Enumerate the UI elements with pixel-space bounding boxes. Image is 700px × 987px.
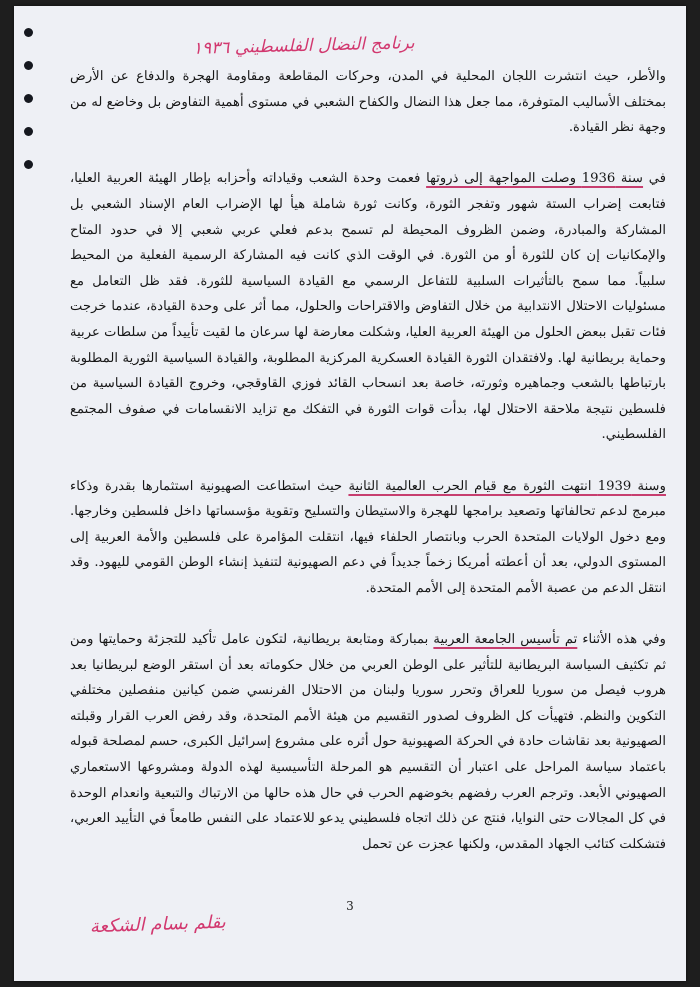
handwritten-signature: بقلم بسام الشكعة [89,911,227,938]
paragraph-2-text: فعمت وحدة الشعب وقياداته وأحزابه بإطار الهيئة العربية العليا، فتابعت إضراب الستة شهور وتفجر الثورة، وكانت ثورة شاملة هيأ لها الإضراب العام الإسناد الشعبي بل المشاركة والمبادرة، وضمن الظروف المحيطة لم تسمح بدعم فعلي عربي شعبي إلا في حدود المتاح والإمكانيات إن كان للثورة أو من الثورة. في الوقت الذي كانت فيه المشاركة الرسمية الفعلية من المحيط سلبياً. مما سمح بالتأثيرات السلبية للتفاعل الرسمي مع القيادة السياسية للثورة. فقد ظل التعامل مع مسئوليات الاحتلال الانتدابية من خلال التفاوض والاقتراحات والحلول، مما أثر على وحدة القيادة، عندما خرجت فئات تقبل ببعض الحلول من الهيئة العربية العليا، وشكلت معارضة لها سرعان ما لقيت تأييداً من سلطات عربية وحماية بريطانية لها. ولافتقدان الثورة القيادة العسكرية المركزية المطلوبة، والقيادة السياسية الثورية المطلوبة بارتباطها بالشعب وجماهيره وثورته، خاصة بعد انسحاب القائد فوزي القاوقجي، وخروج القيادة السياسية من فلسطين نتيجة ملاحقة الاحتلال لها، بدأت قوات الثورة في التفكك مع تزايد الانقسامات في صفوف المجتمع الفلسطيني. [70,171,666,443]
page-number: 3 [346,899,354,913]
punch-hole [24,28,33,37]
paragraph-3 [70,474,666,602]
paragraph-2 [70,166,666,448]
paragraph-4-highlight: تم تأسيس الجامعة العربية [433,632,578,648]
paragraph-2-lead: في [643,171,666,187]
paragraph-1-text: والأطر، حيث انتشرت اللجان المحلية في المدن، وحركات المقاطعة ومقاومة الهجرة والدفاع عن الأرض بمختلف الأساليب المتوفرة، مما جعل هذا النضال والكفاح الشعبي في مستوى أهمية التفاوض بل وخاضع له من وجهة نظر القيادة. [70,69,666,136]
paragraph-2-highlight: سنة 1936 وصلت المواجهة إلى ذروتها [426,171,644,187]
article-body [70,64,666,883]
paragraph-4 [70,627,666,857]
punch-hole [24,61,33,70]
paragraph-1 [70,64,666,141]
punch-hole [24,94,33,103]
handwritten-header-note: برنامج النضال الفلسطيني ١٩٣٦ [192,33,415,59]
paragraph-4-text: بمباركة ومتابعة بريطانية، لتكون عامل تأكيد للتجزئة وحمايتها ومن ثم تكثيف السياسة البريطانية للتأثير على الوطن العربي من خلال حكوماته بعد أن استقر الوضع لبريطانيا بعد هروب فيصل من سوريا للعراق وتحرر سوريا ولبنان من الاحتلال الفرنسي ضمن كيانين منفصلين مختلفي التكوين والنظم. فتهيأت كل الظروف لصدور التقسيم من هيئة الأمم المتحدة، وقد رفض العرب القرار وقبلته الصهيونية بعد نقاشات حادة في الحركة الصهيونية حول أثره على مشروع إسرائيل الكبرى، حسم لمصلحة قبوله باعتماد سياسة المراحل على اعتبار أن التقسيم هو المرحلة التأسيسية لهذه الدولة ومشروعها الاستعماري الصهيوني الأبعد. وترجم العرب رفضهم بخوضهم الحرب في حال هذه حالها من الارتباك والتبعية وانعدام الوحدة في كل المجالات حتى النوايا، فنتج عن ذلك اتجاه فلسطيني يدعو للاعتماد على النفس طامعاً في التأييد العربي، فتشكلت كتائب الجهاد المقدس، ولكنها عجزت عن تحمل [70,632,666,852]
paragraph-4-lead: وفي هذه الأثناء [577,632,666,648]
punch-hole [24,160,33,169]
paragraph-3-text: حيث استطاعت الصهيونية استثمارها بقدرة وذكاء مبرمج لدعم تحالفاتها وتصعيد برامجها للهجرة والاستيطان والتسليح وتقوية مؤسساتها داخل فلسطين وخارجها. ومع دخول الولايات المتحدة الحرب وبانتصار الحلفاء فيها، انتقلت المؤامرة على فلسطين والأمة العربية إلى المستوى الدولي، بعد أن أعطته أمريكا زخماً جديداً في دعم الصهيونية لتنفيذ إنشاء الوطن القومي لليهود. وقد انتقل الدعم من عصبة الأمم المتحدة إلى الأمم المتحدة. [70,478,666,596]
document-page [14,6,686,981]
punch-hole [24,127,33,136]
paragraph-3-highlight: وسنة 1939 انتهت الثورة مع قيام الحرب العالمية الثانية [348,478,666,494]
